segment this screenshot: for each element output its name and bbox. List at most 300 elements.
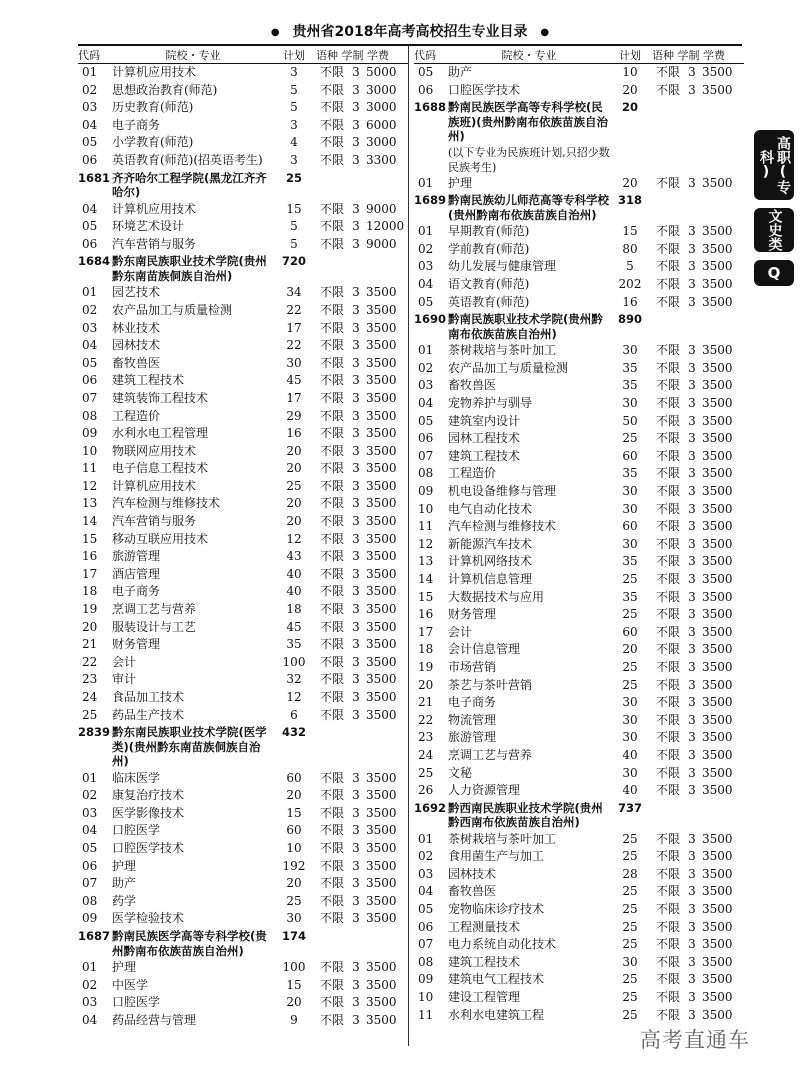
- major-row: [78, 390, 408, 408]
- major-plan: 30: [622, 712, 638, 727]
- major-name: 机电设备维修与管理: [448, 484, 557, 498]
- major-plan: 20: [286, 514, 302, 529]
- major-name: 助产: [448, 65, 473, 79]
- major-language: 不限: [320, 823, 345, 838]
- major-fee: 3500: [702, 484, 733, 498]
- major-fee: 12000: [366, 219, 405, 234]
- major-row: [78, 977, 408, 995]
- major-language: 不限: [656, 378, 681, 393]
- major-row: [414, 82, 744, 100]
- major-plan: 45: [286, 619, 302, 634]
- major-code: 26: [418, 783, 434, 798]
- major-plan: 100: [282, 960, 306, 975]
- major-code: 18: [82, 584, 98, 599]
- major-plan: 30: [622, 484, 638, 498]
- major-code: 23: [418, 730, 434, 745]
- major-name: 建筑装饰工程技术: [112, 390, 209, 405]
- major-language: 不限: [320, 805, 345, 820]
- major-name: 汽车检测与维修技术: [448, 519, 557, 534]
- major-fee: 3500: [702, 396, 733, 411]
- major-years: 3: [352, 152, 360, 167]
- major-name: 电子商务: [112, 117, 161, 132]
- major-language: 不限: [656, 65, 681, 79]
- major-years: 3: [352, 285, 360, 300]
- column-divider: [408, 46, 409, 1046]
- major-code: 05: [418, 413, 434, 428]
- major-name: 思想政治教育(师范): [112, 82, 218, 97]
- major-code: 09: [82, 426, 98, 441]
- side-tabs: [754, 130, 794, 294]
- major-fee: 3500: [366, 654, 397, 669]
- major-fee: 3500: [702, 519, 733, 534]
- major-language: 不限: [320, 355, 345, 370]
- major-row: [78, 619, 408, 637]
- major-code: 07: [418, 448, 434, 463]
- major-row: [414, 1007, 744, 1025]
- major-code: 21: [418, 695, 434, 710]
- major-plan: 25: [622, 902, 638, 917]
- major-fee: 3500: [366, 858, 397, 873]
- major-fee: 3500: [702, 241, 733, 256]
- major-plan: 16: [286, 426, 302, 441]
- major-language: 不限: [320, 841, 345, 856]
- major-language: 不限: [320, 995, 345, 1010]
- major-language: 不限: [320, 285, 345, 300]
- major-language: 不限: [320, 302, 345, 317]
- major-plan: 45: [286, 373, 302, 388]
- major-code: 21: [82, 637, 98, 652]
- major-code: 05: [82, 219, 98, 234]
- major-code: 06: [418, 919, 434, 934]
- major-fee: 3500: [366, 960, 397, 975]
- major-fee: 3500: [702, 712, 733, 727]
- major-language: 不限: [320, 390, 345, 405]
- major-plan: 5: [290, 236, 298, 251]
- major-plan: 5: [290, 82, 298, 97]
- major-code: 22: [418, 712, 434, 727]
- major-years: 3: [352, 426, 360, 441]
- school-code: 1690: [414, 312, 447, 327]
- major-fee: 3500: [366, 390, 397, 405]
- major-row: [414, 694, 744, 712]
- major-code: 03: [82, 320, 98, 335]
- major-language: 不限: [656, 224, 681, 239]
- major-name: 幼儿发展与健康管理: [448, 259, 557, 274]
- major-language: 不限: [656, 448, 681, 463]
- major-fee: 3500: [366, 443, 397, 458]
- major-fee: 3500: [366, 1012, 397, 1027]
- major-code: 16: [418, 607, 434, 622]
- major-name: 酒店管理: [112, 566, 161, 581]
- major-years: 3: [352, 302, 360, 317]
- major-years: 3: [352, 707, 360, 722]
- header-plan: 计划: [283, 48, 305, 62]
- major-fee: 3500: [702, 175, 733, 190]
- major-row: [414, 342, 744, 360]
- major-years: 3: [352, 355, 360, 370]
- major-name: 服装设计与工艺: [112, 619, 197, 634]
- major-name: 畜牧兽医: [112, 355, 161, 370]
- major-language: 不限: [320, 584, 345, 599]
- major-code: 05: [418, 902, 434, 917]
- major-language: 不限: [320, 236, 345, 251]
- major-code: 24: [82, 690, 98, 704]
- major-plan: 30: [622, 343, 638, 358]
- school-code: 2839: [78, 725, 111, 740]
- major-code: 04: [82, 823, 98, 838]
- major-name: 园林技术: [112, 338, 161, 353]
- major-name: 计算机应用技术: [112, 201, 197, 216]
- major-code: 04: [418, 277, 434, 292]
- major-name: 市场营销: [448, 659, 497, 674]
- major-fee: 3500: [702, 849, 733, 864]
- major-language: 不限: [320, 338, 345, 353]
- major-code: 18: [418, 642, 434, 657]
- major-name: 口腔医学: [112, 995, 161, 1010]
- major-row: [414, 901, 744, 919]
- major-language: 不限: [656, 747, 681, 762]
- major-code: 17: [418, 624, 434, 639]
- major-fee: 3500: [366, 514, 397, 529]
- header-dot-right: ●: [540, 27, 550, 38]
- major-fee: 3300: [366, 152, 397, 167]
- major-row: [414, 430, 744, 448]
- major-code: 04: [82, 117, 98, 132]
- major-name: 学前教育(师范): [448, 241, 530, 256]
- major-language: 不限: [320, 496, 345, 511]
- major-fee: 3500: [366, 461, 397, 476]
- major-name: 护理: [112, 960, 137, 975]
- major-row: [78, 82, 408, 100]
- major-code: 03: [418, 378, 434, 393]
- major-fee: 3500: [702, 730, 733, 745]
- major-years: 3: [688, 241, 696, 256]
- major-years: 3: [352, 995, 360, 1010]
- major-row: [78, 583, 408, 601]
- major-row: [414, 954, 744, 972]
- major-name: 旅游管理: [112, 549, 161, 564]
- major-language: 不限: [656, 972, 681, 987]
- major-row: [414, 223, 744, 241]
- major-years: 3: [352, 390, 360, 405]
- major-row: [414, 465, 744, 483]
- major-years: 3: [688, 712, 696, 727]
- major-name: 园林技术: [448, 866, 497, 881]
- major-years: 3: [688, 972, 696, 987]
- major-language: 不限: [656, 937, 681, 952]
- major-name: 新能源汽车技术: [448, 536, 533, 551]
- major-years: 3: [352, 320, 360, 335]
- major-language: 不限: [656, 783, 681, 798]
- major-plan: 35: [622, 554, 638, 569]
- major-plan: 20: [286, 443, 302, 458]
- major-language: 不限: [320, 65, 345, 79]
- major-name: 计算机网络技术: [448, 554, 533, 569]
- major-language: 不限: [656, 175, 681, 190]
- major-language: 不限: [320, 672, 345, 687]
- major-row: [414, 64, 744, 82]
- major-fee: 3500: [702, 466, 733, 481]
- major-row: [414, 936, 744, 954]
- major-fee: 3500: [366, 690, 397, 704]
- major-row: [78, 355, 408, 373]
- major-row: [414, 483, 744, 501]
- major-row: [78, 236, 408, 254]
- major-name: 英语教育(师范): [448, 294, 530, 309]
- major-name: 畜牧兽医: [448, 884, 497, 899]
- major-row: [414, 712, 744, 730]
- major-row: [414, 276, 744, 294]
- major-fee: 3500: [702, 501, 733, 516]
- major-years: 3: [688, 607, 696, 622]
- major-name: 农产品加工与质量检测: [448, 360, 569, 375]
- side-tab-vocational[interactable]: 高职(专科): [754, 130, 794, 200]
- major-language: 不限: [320, 549, 345, 564]
- major-name: 建筑室内设计: [448, 413, 521, 428]
- header-code: 代码: [414, 48, 436, 62]
- major-language: 不限: [656, 954, 681, 969]
- major-plan: 10: [286, 841, 302, 856]
- major-name: 医学检验技术: [112, 911, 185, 926]
- major-years: 3: [352, 514, 360, 529]
- major-name: 建筑工程技术: [448, 954, 521, 969]
- major-language: 不限: [656, 589, 681, 604]
- major-row: [414, 883, 744, 901]
- major-row: [414, 624, 744, 642]
- major-language: 不限: [320, 201, 345, 216]
- major-language: 不限: [320, 478, 345, 493]
- major-years: 3: [688, 783, 696, 798]
- major-code: 05: [418, 294, 434, 309]
- major-code: 24: [418, 747, 434, 762]
- major-row: [78, 302, 408, 320]
- major-name: 计算机信息管理: [448, 571, 533, 586]
- major-fee: 3500: [366, 338, 397, 353]
- major-code: 06: [418, 82, 434, 97]
- major-language: 不限: [656, 765, 681, 780]
- major-years: 3: [352, 960, 360, 975]
- major-row: [414, 747, 744, 765]
- major-years: 3: [352, 531, 360, 546]
- school-name: 黔东南民族职业技术学院(贵州黔东南苗族侗族自治州): [112, 254, 267, 283]
- major-years: 3: [352, 690, 360, 704]
- major-plan: 15: [286, 805, 302, 820]
- major-language: 不限: [320, 461, 345, 476]
- major-code: 14: [82, 514, 98, 529]
- major-years: 3: [352, 443, 360, 458]
- major-language: 不限: [656, 607, 681, 622]
- header-lang-years-fee: 语种 学制 学费: [652, 48, 725, 62]
- major-language: 不限: [656, 659, 681, 674]
- major-code: 06: [82, 152, 98, 167]
- major-name: 康复治疗技术: [112, 788, 185, 803]
- major-code: 08: [82, 408, 98, 423]
- major-name: 茶树栽培与茶叶加工: [448, 831, 557, 846]
- major-fee: 3500: [366, 566, 397, 581]
- major-years: 3: [688, 501, 696, 516]
- side-tab-letter[interactable]: Q: [754, 260, 794, 286]
- major-years: 3: [688, 466, 696, 481]
- major-fee: 3500: [702, 972, 733, 987]
- major-fee: 3500: [702, 765, 733, 780]
- major-name: 物联网应用技术: [112, 443, 197, 458]
- major-name: 茶树栽培与茶叶加工: [448, 343, 557, 358]
- major-language: 不限: [320, 654, 345, 669]
- major-row: [78, 284, 408, 302]
- major-language: 不限: [656, 413, 681, 428]
- right-rows: [414, 64, 744, 1024]
- major-fee: 3500: [702, 866, 733, 881]
- major-code: 05: [82, 355, 98, 370]
- major-years: 3: [688, 294, 696, 309]
- major-code: 03: [418, 259, 434, 274]
- side-tab-liberal-arts[interactable]: 文史类: [754, 208, 794, 252]
- major-years: 3: [352, 637, 360, 652]
- school-row: [414, 800, 744, 831]
- major-plan: 32: [286, 672, 302, 687]
- major-language: 不限: [320, 566, 345, 581]
- major-plan: 34: [286, 285, 302, 300]
- major-language: 不限: [320, 690, 345, 704]
- major-code: 04: [82, 338, 98, 353]
- major-fee: 3500: [702, 65, 733, 79]
- major-code: 14: [418, 571, 434, 586]
- major-row: [414, 831, 744, 849]
- major-years: 3: [688, 902, 696, 917]
- major-plan: 43: [286, 549, 302, 564]
- major-fee: 3500: [702, 695, 733, 710]
- major-fee: 3500: [702, 224, 733, 239]
- major-name: 人力资源管理: [448, 783, 521, 798]
- major-language: 不限: [320, 135, 345, 150]
- major-name: 电子信息工程技术: [112, 461, 209, 476]
- major-plan: 25: [622, 972, 638, 987]
- major-row: [78, 654, 408, 672]
- major-years: 3: [352, 135, 360, 150]
- school-code: 1689: [414, 193, 447, 208]
- major-code: 19: [82, 602, 98, 617]
- major-name: 旅游管理: [448, 730, 497, 745]
- major-plan: 25: [622, 677, 638, 692]
- school-plan: 720: [281, 254, 306, 269]
- major-years: 3: [352, 373, 360, 388]
- major-name: 早期教育(师范): [448, 224, 530, 239]
- major-plan: 5: [290, 219, 298, 234]
- major-code: 04: [82, 201, 98, 216]
- major-row: [414, 765, 744, 783]
- major-code: 02: [418, 241, 434, 256]
- major-plan: 192: [282, 858, 306, 873]
- major-code: 25: [82, 707, 98, 722]
- major-years: 3: [688, 554, 696, 569]
- major-language: 不限: [320, 602, 345, 617]
- major-code: 15: [418, 589, 434, 604]
- major-fee: 3500: [702, 747, 733, 762]
- major-fee: 9000: [366, 236, 397, 251]
- major-fee: 3500: [702, 831, 733, 846]
- major-fee: 5000: [366, 65, 397, 79]
- major-language: 不限: [320, 619, 345, 634]
- major-fee: 3500: [702, 642, 733, 657]
- major-fee: 3500: [366, 285, 397, 300]
- major-plan: 6: [290, 707, 298, 722]
- school-row: [414, 311, 744, 342]
- major-name: 口腔医学技术: [448, 82, 521, 97]
- major-fee: 9000: [366, 201, 397, 216]
- major-name: 助产: [112, 876, 137, 891]
- major-row: [414, 782, 744, 800]
- major-row: [78, 1012, 408, 1030]
- major-years: 3: [688, 831, 696, 846]
- major-code: 20: [82, 619, 98, 634]
- major-plan: 25: [622, 919, 638, 934]
- major-code: 09: [82, 911, 98, 926]
- major-row: [78, 840, 408, 858]
- major-row: [414, 448, 744, 466]
- major-plan: 9: [290, 1012, 298, 1027]
- school-plan: 737: [617, 800, 642, 815]
- major-name: 计算机应用技术: [112, 478, 197, 493]
- major-years: 3: [352, 478, 360, 493]
- major-code: 12: [82, 478, 98, 493]
- major-row: [414, 919, 744, 937]
- major-fee: 3500: [702, 884, 733, 899]
- major-fee: 3500: [366, 619, 397, 634]
- major-code: 22: [82, 654, 98, 669]
- major-row: [78, 337, 408, 355]
- major-plan: 20: [622, 175, 638, 190]
- major-fee: 3500: [366, 770, 397, 785]
- major-row: [78, 893, 408, 911]
- major-fee: 3500: [702, 677, 733, 692]
- major-plan: 25: [622, 937, 638, 952]
- major-row: [78, 566, 408, 584]
- major-code: 02: [82, 977, 98, 992]
- major-language: 不限: [320, 911, 345, 926]
- major-plan: 40: [286, 566, 302, 581]
- major-row: [414, 989, 744, 1007]
- major-language: 不限: [656, 484, 681, 498]
- major-row: [414, 377, 744, 395]
- major-fee: 3500: [366, 426, 397, 441]
- major-fee: 3500: [702, 607, 733, 622]
- major-language: 不限: [656, 849, 681, 864]
- major-language: 不限: [656, 831, 681, 846]
- major-years: 3: [688, 82, 696, 97]
- school-plan: 890: [617, 312, 642, 327]
- major-code: 11: [82, 461, 98, 476]
- major-language: 不限: [320, 219, 345, 234]
- major-plan: 12: [286, 531, 302, 546]
- major-fee: 3500: [366, 841, 397, 856]
- major-name: 建设工程管理: [448, 990, 521, 1005]
- major-years: 3: [352, 770, 360, 785]
- major-years: 3: [352, 65, 360, 79]
- major-name: 汽车营销与服务: [112, 514, 197, 529]
- major-language: 不限: [656, 241, 681, 256]
- major-language: 不限: [320, 531, 345, 546]
- major-fee: 3500: [366, 805, 397, 820]
- major-plan: 16: [622, 294, 638, 309]
- major-years: 3: [352, 672, 360, 687]
- major-row: [78, 218, 408, 236]
- major-plan: 22: [286, 302, 302, 317]
- major-fee: 3500: [702, 902, 733, 917]
- major-plan: 22: [286, 338, 302, 353]
- major-code: 02: [82, 302, 98, 317]
- major-years: 3: [352, 1012, 360, 1027]
- major-fee: 3500: [702, 378, 733, 393]
